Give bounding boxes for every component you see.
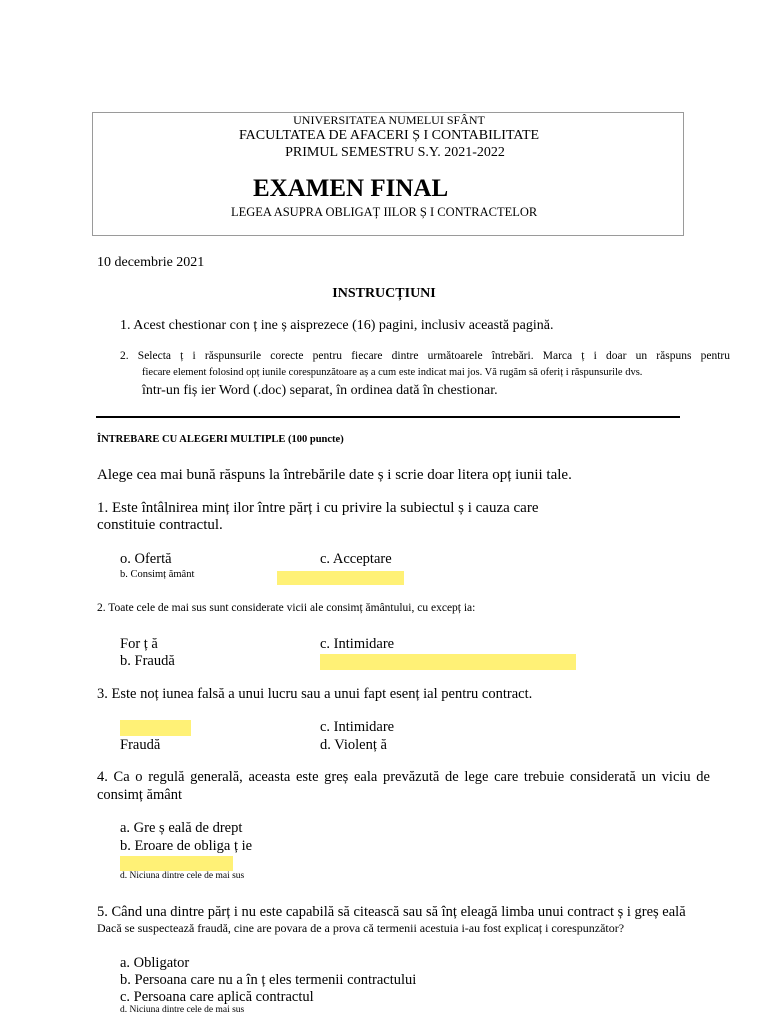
exam-header-box: [92, 112, 684, 236]
question-2-highlight: [320, 654, 576, 670]
question-3-text: 3. Este noț iunea falsă a unui lucru sau a unui fapt esenț ial pentru contract.: [97, 686, 533, 702]
question-2-option-b: b. Fraudă: [120, 653, 175, 669]
instruction-item-2-line-1: 2. Selecta ț i răspunsurile corecte pentru fiecare dintre următoarele întrebări. Marca ț i doar un răspuns pentru: [120, 350, 730, 362]
exam-title: EXAMEN FINAL: [253, 175, 449, 202]
question-5-line-1: 5. Când una dintre părț i nu este capabilă să citească sau să înț eleagă limba unui contract ș i greș eală: [97, 904, 686, 920]
question-4-line-2: consimț ământ: [97, 787, 182, 803]
instruction-item-2-line-3: într-un fiș ier Word (.doc) separat, în ordinea dată în chestionar.: [142, 383, 498, 398]
semester-line: PRIMUL SEMESTRU S.Y. 2021-2022: [285, 145, 505, 160]
question-5-option-a: a. Obligator: [120, 955, 190, 971]
question-4-line-1: 4. Ca o regulă generală, aceasta este greș eala prevăzută de lege care trebuie considerată un viciu de: [97, 769, 710, 785]
question-2-text: 2. Toate cele de mai sus sunt considerate vicii ale consimț ământului, cu excepț ia:: [97, 602, 476, 614]
question-2-option-a: For ț ă: [120, 636, 158, 652]
instruction-item-1: 1. Acest chestionar con ț ine ș aisprezece (16) pagini, inclusiv această pagină.: [120, 318, 554, 333]
question-1-option-c: c. Acceptare: [320, 551, 392, 567]
exam-date: 10 decembrie 2021: [97, 255, 205, 270]
question-4-option-a: a. Gre ș eală de drept: [120, 820, 243, 836]
question-4-highlight: [120, 856, 233, 871]
section-directions: Alege cea mai bună răspuns la întrebările date ș i scrie doar litera opț iunii tale.: [97, 467, 572, 483]
question-5-option-d: d. Niciuna dintre cele de mai sus: [120, 1005, 245, 1015]
question-3-option-d: d. Violenț ă: [320, 737, 387, 753]
question-1-highlight: [277, 571, 404, 585]
university-name: UNIVERSITATEA NUMELUI SFÂNT: [293, 113, 485, 127]
question-5-option-b: b. Persoana care nu a în ț eles termenii contractului: [120, 972, 417, 988]
question-1-line-1: 1. Este întâlnirea minț ilor între părț i cu privire la subiectul ș i cauza care: [97, 500, 539, 516]
question-2-option-c: c. Intimidare: [320, 636, 395, 652]
faculty-name: FACULTATEA DE AFACERI Ș I CONTABILITATE: [238, 128, 540, 143]
instructions-title: INSTRUCȚIUNI: [332, 286, 436, 301]
question-5-option-c: c. Persoana care aplică contractul: [120, 989, 314, 1005]
question-5-line-2: Dacă se suspectează fraudă, cine are povara de a prova că termenii acestuia i-au fost explicaț i corespunzător?: [97, 921, 625, 935]
section-title: ÎNTREBARE CU ALEGERI MULTIPLE (100 puncte): [97, 434, 344, 445]
question-1-option-a: o. Ofertă: [120, 551, 172, 567]
section-divider: [96, 416, 680, 418]
question-1-line-2: constituie contractul.: [97, 517, 223, 533]
question-4-option-b: b. Eroare de obliga ț ie: [120, 838, 253, 854]
question-1-option-b: b. Consimț ământ: [120, 569, 195, 580]
question-4-option-d: d. Niciuna dintre cele de mai sus: [120, 871, 245, 881]
question-3-option-c: c. Intimidare: [320, 719, 395, 735]
question-3-option-b: Fraudă: [120, 737, 161, 753]
exam-subject: LEGEA ASUPRA OBLIGAȚ IILOR Ș I CONTRACTELOR: [231, 205, 538, 219]
instruction-item-2-line-2: fiecare element folosind opț iunile corespunzătoare aș a cum este indicat mai jos. Vă rugăm să oferiț i răspunsurile dvs.: [142, 367, 643, 378]
question-3-highlight: [120, 720, 191, 736]
